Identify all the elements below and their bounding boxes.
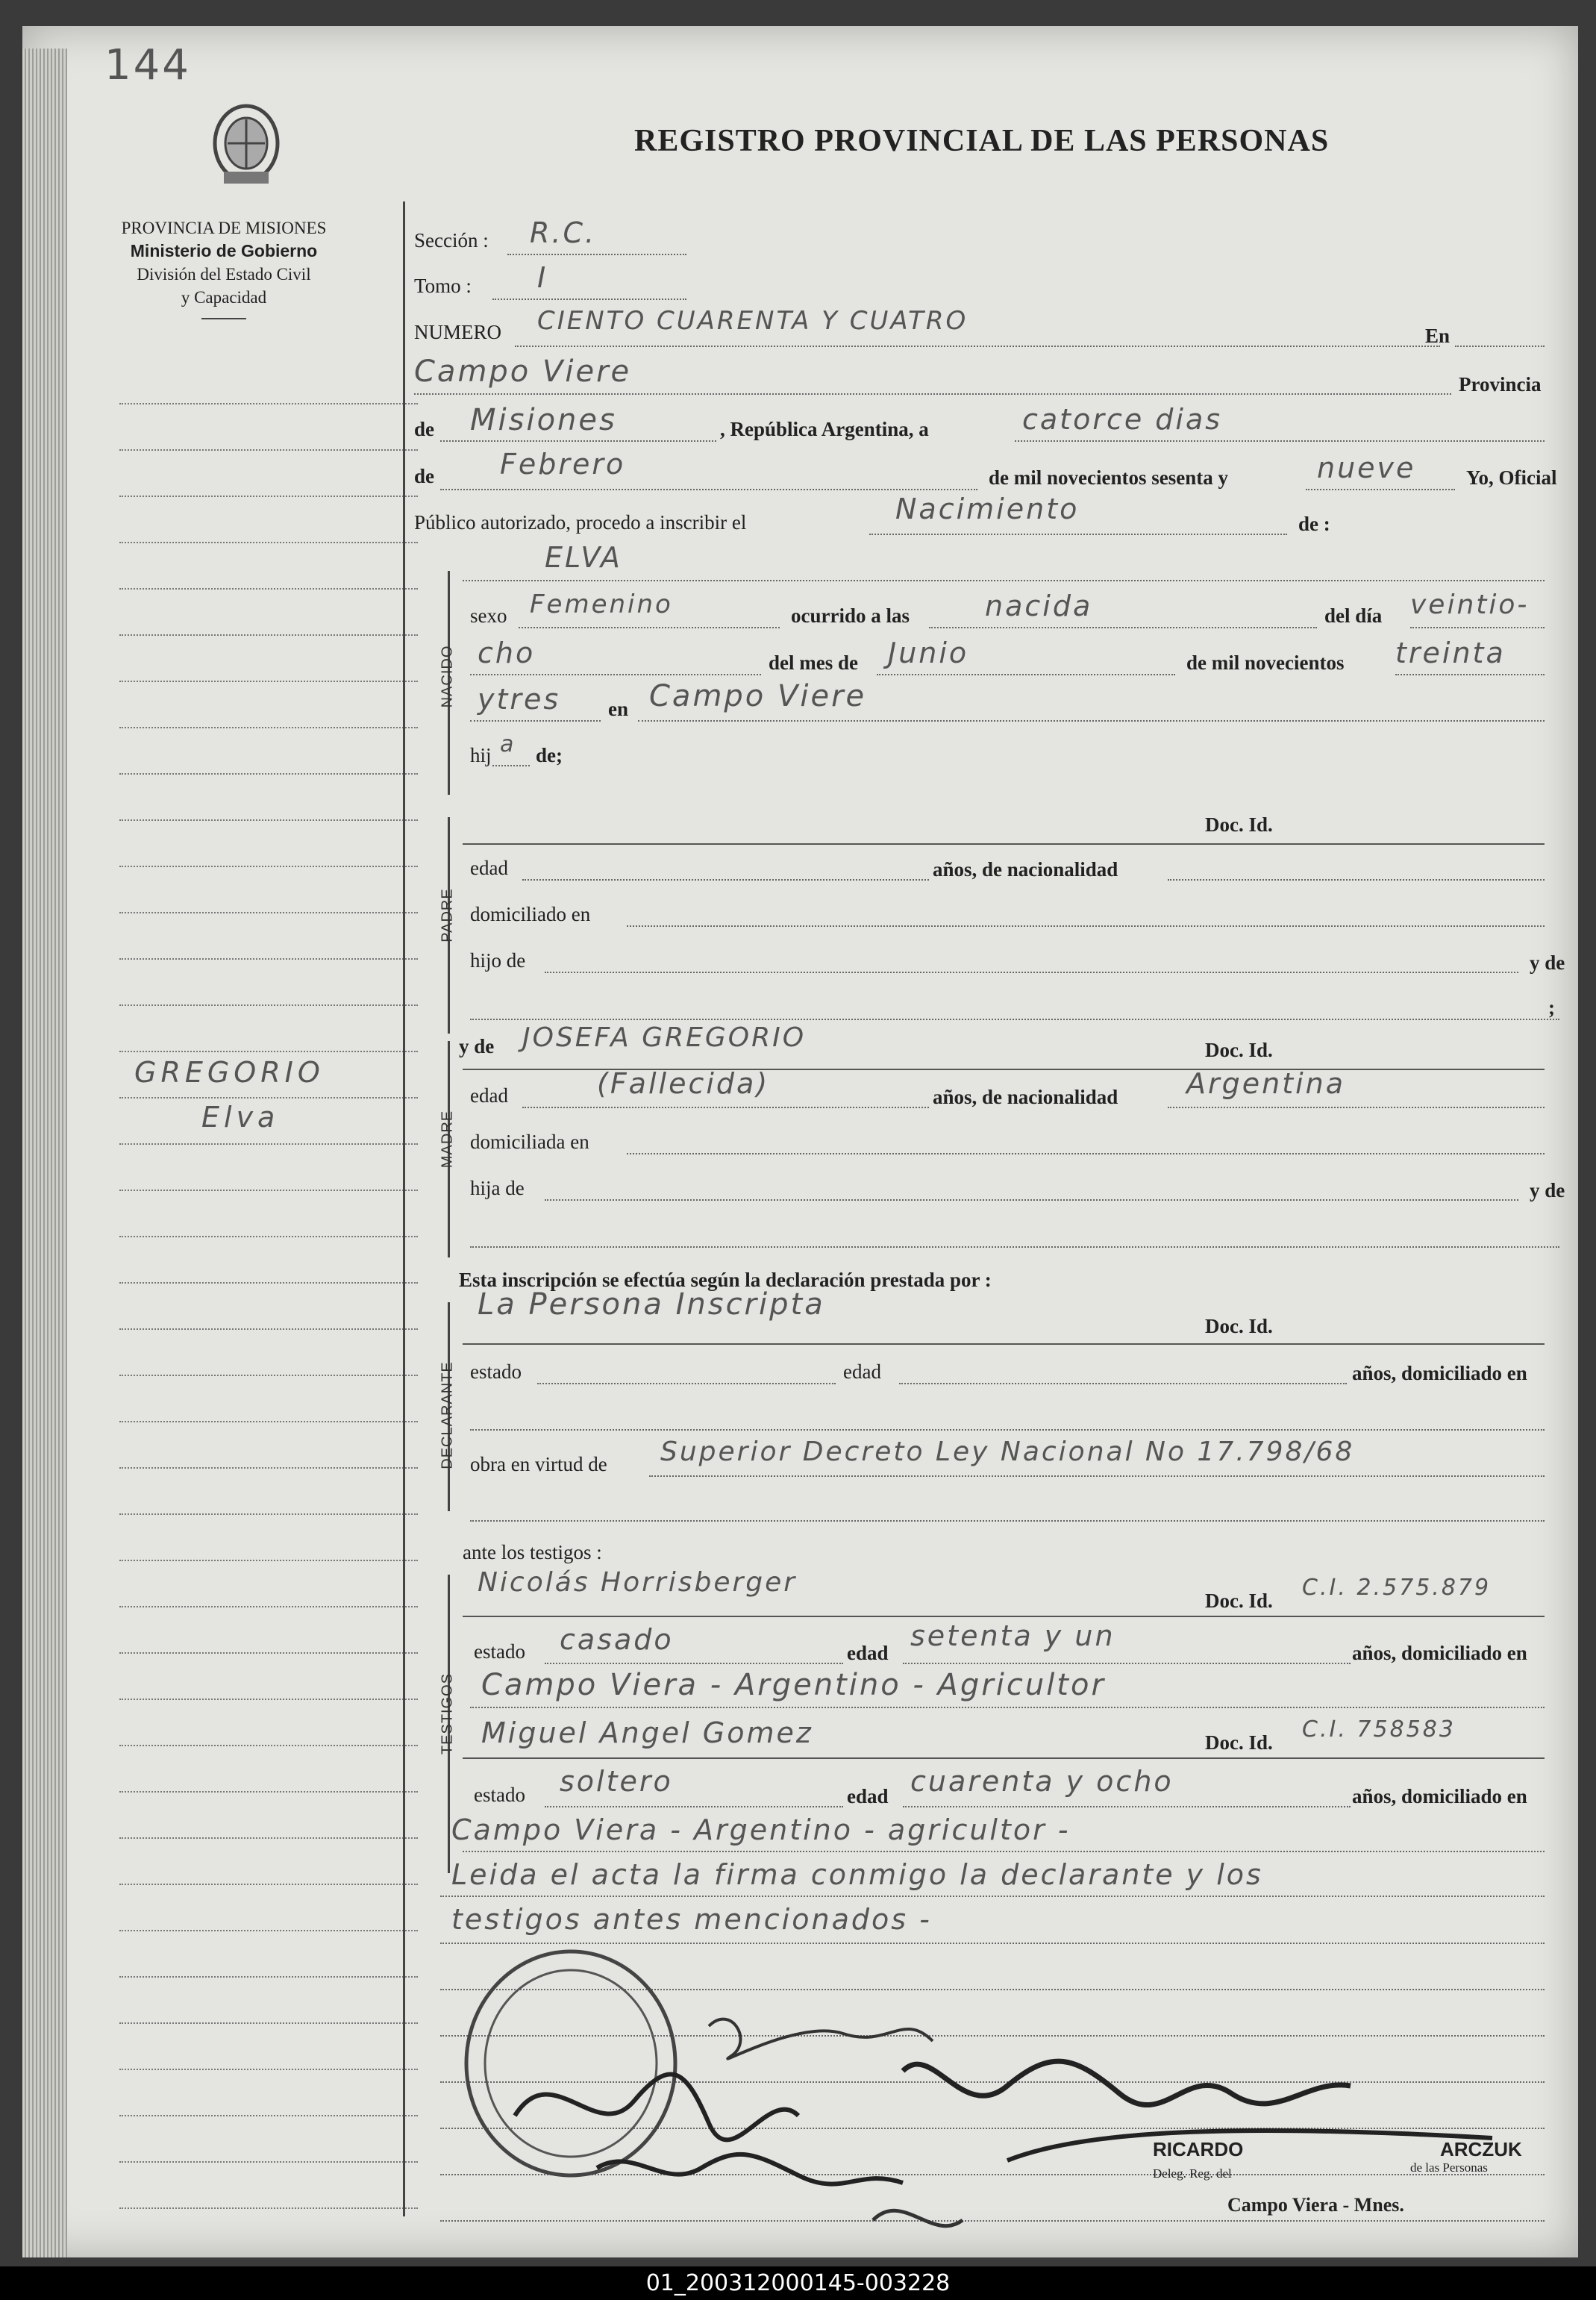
tomo-value: I [537,261,548,294]
margin-rule [119,727,418,728]
closing-line-2: testigos antes mencionados - [451,1903,932,1936]
registrar-place: Campo Viera - Mnes. [1227,2194,1404,2216]
padre-semicolon: ; [1548,996,1555,1019]
de-label: de [414,418,434,440]
declarante-label: DECLARANTE [439,1361,456,1469]
sexo-value: Femenino [530,590,673,619]
sexo-label: sexo [470,604,507,627]
witness1-doc-value: C.I. 2.575.879 [1302,1575,1492,1601]
hij-de-label: de; [536,744,563,766]
numero-label: NUMERO [414,321,502,343]
divider [201,318,246,319]
publico-text: Público autorizado, procedo a inscribir el [414,511,747,534]
margin-rule [119,1791,418,1793]
margin-rule [119,634,418,636]
tomo-label: Tomo : [414,275,472,297]
madre-doc-label: Doc. Id. [1205,1039,1273,1061]
nacido-label: NACIDO [439,645,456,708]
witness2-estado-label: estado [474,1784,525,1806]
padre-label: PADRE [439,888,456,943]
margin-rule [119,1004,418,1006]
margin-rule [119,1467,418,1469]
anio-label: de mil novecientos [1186,651,1345,674]
margin-surname: GREGORIO [134,1056,325,1089]
margin-rule [119,1375,418,1376]
witness1-edad-value: setenta y un [910,1619,1115,1652]
registrar-name: RICARDO [1153,2138,1244,2160]
image-id-caption: 01_200312000145-003228 [0,2266,1596,2300]
mother-nationality: Argentina [1186,1067,1346,1100]
padre-domicilio-label: domiciliado en [470,903,591,925]
margin-rule [119,1190,418,1191]
declarante-name: La Persona Inscripta [478,1287,825,1322]
witness2-edad-label: edad [847,1785,889,1807]
anio-value: treinta [1395,637,1506,669]
de3-label: de : [1298,513,1330,535]
padre-yde-label: y de [1530,951,1565,974]
capacity-name: y Capacidad [181,288,267,307]
de2-label: de [414,465,434,487]
mother-age: (Fallecida) [597,1067,770,1100]
margin-rule [119,958,418,960]
margin-given-name: Elva [201,1101,280,1134]
declarante-doc-label: Doc. Id. [1205,1315,1273,1337]
witness1-edad-label: edad [847,1642,889,1664]
hora-value: nacida [985,590,1093,622]
year-text: de mil novecientos sesenta y [989,466,1228,489]
margin-rule [119,1282,418,1284]
en-label: En [1425,325,1451,347]
declarante-edad-label: edad [843,1360,881,1383]
margin-rule [119,912,418,913]
registrar-office-2: de las Personas [1410,2160,1488,2175]
republica-label: , República Argentina, a [720,418,929,440]
margin-rule [119,681,418,682]
main-border [403,201,405,2216]
madre-domicilio-label: domiciliada en [470,1131,589,1153]
margin-rule [119,819,418,821]
oficial-text: Yo, Oficial [1466,466,1557,489]
margin-rule [119,1976,418,1978]
day-value: catorce dias [1022,403,1223,436]
padre-edad-label: edad [470,857,508,879]
witness2-name: Miguel Angel Gomez [481,1716,813,1749]
division-name: División del Estado Civil [137,265,311,284]
witness2-estado-value: soltero [560,1765,673,1798]
declarante-domicilio-label: años, domiciliado en [1352,1362,1527,1384]
margin-rule [119,2207,418,2209]
witness2-doc-label: Doc. Id. [1205,1731,1273,1754]
dia-value: veintio- [1410,590,1530,620]
acta-value: Nacimiento [895,493,1080,525]
margin-rule [119,1837,418,1839]
page-number: 144 [104,41,191,90]
nacido-en-label: en [608,698,628,720]
registrar-surname: ARCZUK [1440,2138,1522,2160]
declarante-estado-label: estado [470,1360,522,1383]
margin-rule [119,1930,418,1931]
mother-name: JOSEFA GREGORIO [522,1022,807,1053]
witness1-estado-value: casado [560,1623,674,1656]
province-name: PROVINCIA DE MISIONES [121,219,327,237]
issuer-block [75,216,373,319]
year-value: nueve [1317,451,1416,484]
margin-rule [119,403,418,404]
numero-value: CIENTO CUARENTA Y CUATRO [537,306,968,336]
margin-rule [119,1421,418,1422]
margin-rule [119,773,418,775]
registrar-office: Deleg. Reg. del [1153,2166,1232,2181]
declaracion-text: Esta inscripción se efectúa según la declaración prestada por : [459,1269,992,1291]
padre-doc-label: Doc. Id. [1205,813,1273,836]
hij-value: a [500,731,516,757]
ocurrido-label: ocurrido a las [791,604,910,627]
witness2-domicilio-value: Campo Viera - Argentino - agricultor - [451,1813,1071,1846]
register-page [22,26,1578,2257]
margin-rule [119,866,418,867]
witness1-domicilio-label: años, domiciliado en [1352,1642,1527,1664]
closing-line-1: Leida el acta la firma conmigo la declarante y los [451,1858,1263,1891]
seccion-label: Sección : [414,229,489,251]
margin-rule [119,1652,418,1654]
margin-rule [119,1051,418,1052]
birth-place: Campo Viere [649,679,867,713]
month-value: Febrero [500,448,626,481]
margin-rule [119,1236,418,1237]
margin-rule [119,1699,418,1700]
madre-yde2-label: y de [1530,1179,1565,1201]
margin-rule [119,1745,418,1746]
madre-label: MADRE [439,1110,456,1169]
mes-value: Junio [888,637,969,669]
testigos-label: TESTIGOS [439,1672,456,1755]
witness2-edad-value: cuarenta y ocho [910,1765,1174,1798]
witness2-doc-value: C.I. 758583 [1302,1716,1456,1743]
witness2-domicilio-label: años, domiciliado en [1352,1785,1527,1807]
register-title: REGISTRO PROVINCIAL DE LAS PERSONAS [634,124,1330,158]
signatures [485,1996,1552,2257]
margin-rule [119,449,418,451]
coat-of-arms-seal [201,97,291,194]
witness1-domicilio-value: Campo Viera - Argentino - Agricultor [481,1668,1106,1702]
margin-rule [119,1143,418,1145]
margin-rule [119,588,418,590]
seccion-value: R.C. [530,216,597,249]
madre-hija-label: hija de [470,1177,525,1199]
margin-rule [119,1328,418,1330]
padre-nacionalidad-label: años, de nacionalidad [933,858,1118,881]
margin-rule [119,2022,418,2024]
anio-value-2: ytres [478,683,561,716]
dia-value-2: cho [478,637,536,669]
margin-rule [119,542,418,543]
place-value: Campo Viere [414,354,632,389]
padre-hijo-label: hijo de [470,949,526,972]
madre-edad-label: edad [470,1084,508,1107]
madre-nacionalidad-label: años, de nacionalidad [933,1086,1118,1108]
child-name: ELVA [545,541,622,574]
margin-rule [119,1560,418,1561]
obra-value: Superior Decreto Ley Nacional No 17.798/68 [660,1437,1355,1467]
provincia-label: Provincia [1459,373,1542,396]
ministry-name: Ministerio de Gobierno [130,241,318,260]
obra-label: obra en virtud de [470,1453,607,1475]
dia-label: del día [1324,604,1383,627]
margin-rule [119,2069,418,2070]
margin-rule [119,1884,418,1885]
hij-label: hij [470,744,492,766]
mes-label: del mes de [769,651,858,674]
margin-rule [119,1513,418,1515]
testigos-text: ante los testigos : [463,1541,602,1563]
margin-rule [119,1606,418,1607]
witness1-name: Nicolás Horrisberger [478,1567,798,1598]
madre-yde-label: y de [459,1035,495,1057]
margin-rule [119,2161,418,2163]
province-value: Misiones [470,403,617,437]
witness1-doc-label: Doc. Id. [1205,1590,1273,1612]
margin-rule [119,2115,418,2116]
margin-rule [119,496,418,497]
witness1-estado-label: estado [474,1640,525,1663]
margin-rule [119,1097,418,1099]
page-edges [22,49,67,2257]
